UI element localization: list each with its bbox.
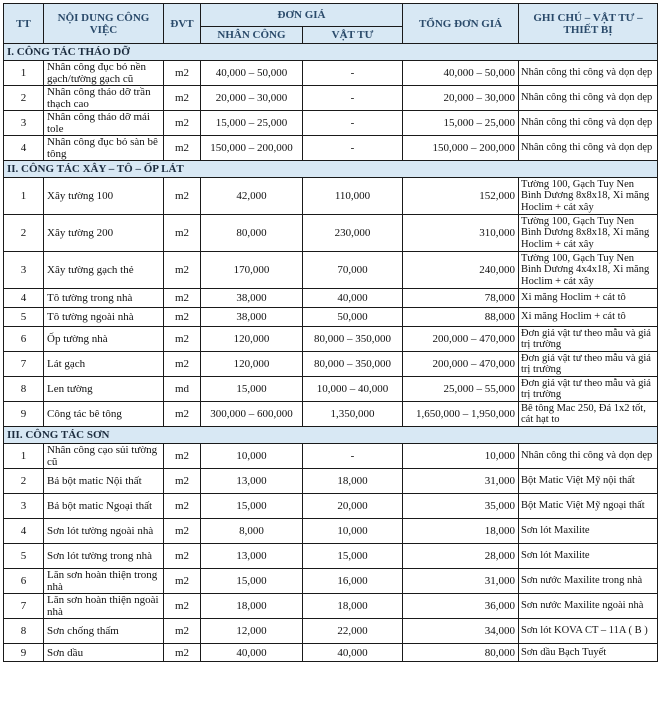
row-total-price: 200,000 – 470,000 [403, 327, 519, 352]
row-number: 7 [4, 594, 44, 619]
table-row [4, 644, 658, 662]
table-header [4, 4, 658, 44]
row-total-price: 80,000 [403, 644, 519, 662]
row-unit: m2 [164, 494, 201, 519]
row-labor-price: 20,000 – 30,000 [201, 86, 303, 111]
row-number: 3 [4, 252, 44, 289]
row-labor-price: 15,000 [201, 569, 303, 594]
row-labor-price: 170,000 [201, 252, 303, 289]
table-row [4, 111, 658, 136]
row-number: 2 [4, 215, 44, 252]
row-labor-price: 10,000 [201, 444, 303, 469]
row-unit: m2 [164, 352, 201, 377]
table-row [4, 402, 658, 427]
row-content: Ốp tường nhà [44, 327, 164, 352]
price-table [3, 3, 658, 662]
row-total-price: 28,000 [403, 544, 519, 569]
row-total-price: 31,000 [403, 469, 519, 494]
row-unit: m2 [164, 444, 201, 469]
row-content: Lát gạch [44, 352, 164, 377]
row-number: 2 [4, 86, 44, 111]
row-note: Đơn giá vật tư theo mẫu và giá trị trường [519, 327, 658, 352]
row-note: Sơn lót Maxilite [519, 519, 658, 544]
row-content: Xây tường 200 [44, 215, 164, 252]
row-number: 4 [4, 519, 44, 544]
row-total-price: 200,000 – 470,000 [403, 352, 519, 377]
table-row [4, 86, 658, 111]
row-material-price: 20,000 [303, 494, 403, 519]
row-note: Tường 100, Gạch Tuy Nen Bình Dương 4x4x18, Xi măng Hoclim + cát xây [519, 252, 658, 289]
row-note: Bê tông Mac 250, Đá 1x2 tốt, cát hạt to [519, 402, 658, 427]
row-labor-price: 40,000 [201, 644, 303, 662]
row-labor-price: 120,000 [201, 327, 303, 352]
header-labor: NHÂN CÔNG [201, 27, 303, 44]
row-labor-price: 300,000 – 600,000 [201, 402, 303, 427]
row-unit: m2 [164, 544, 201, 569]
row-note: Tường 100, Gạch Tuy Nen Bình Dương 8x8x18, Xi măng Hoclim + cát xây [519, 215, 658, 252]
row-total-price: 78,000 [403, 289, 519, 308]
row-note: Sơn lót Maxilite [519, 544, 658, 569]
row-labor-price: 42,000 [201, 178, 303, 215]
row-material-price: - [303, 86, 403, 111]
row-material-price: 80,000 – 350,000 [303, 352, 403, 377]
table-row [4, 619, 658, 644]
row-total-price: 20,000 – 30,000 [403, 86, 519, 111]
row-material-price: 80,000 – 350,000 [303, 327, 403, 352]
row-unit: md [164, 377, 201, 402]
row-content: Xây tường 100 [44, 178, 164, 215]
row-material-price: 40,000 [303, 644, 403, 662]
header-material: VẬT TƯ [303, 27, 403, 44]
row-labor-price: 15,000 – 25,000 [201, 111, 303, 136]
row-unit: m2 [164, 594, 201, 619]
row-material-price: 15,000 [303, 544, 403, 569]
row-total-price: 18,000 [403, 519, 519, 544]
row-unit: m2 [164, 308, 201, 327]
row-total-price: 152,000 [403, 178, 519, 215]
row-content: Bả bột matic Ngoại thất [44, 494, 164, 519]
row-total-price: 34,000 [403, 619, 519, 644]
row-total-price: 40,000 – 50,000 [403, 61, 519, 86]
row-material-price: 16,000 [303, 569, 403, 594]
header-content: NỘI DUNG CÔNG VIỆC [44, 4, 164, 44]
row-labor-price: 40,000 – 50,000 [201, 61, 303, 86]
row-unit: m2 [164, 469, 201, 494]
row-labor-price: 13,000 [201, 469, 303, 494]
header-tt: TT [4, 4, 44, 44]
row-unit: m2 [164, 569, 201, 594]
row-note: Nhân công thi công và dọn dẹp [519, 86, 658, 111]
row-unit: m2 [164, 289, 201, 308]
row-content: Nhân công đục bỏ nền gạch/tường gạch cũ [44, 61, 164, 86]
row-number: 8 [4, 619, 44, 644]
row-material-price: 230,000 [303, 215, 403, 252]
row-note: Tường 100, Gạch Tuy Nen Bình Dương 8x8x18, Xi măng Hoclim + cát xây [519, 178, 658, 215]
row-labor-price: 15,000 [201, 494, 303, 519]
section-header [4, 427, 658, 444]
row-content: Nhân công đục bỏ sàn bê tông [44, 136, 164, 161]
row-content: Nhân công tháo dỡ trần thạch cao [44, 86, 164, 111]
row-total-price: 10,000 [403, 444, 519, 469]
row-total-price: 88,000 [403, 308, 519, 327]
table-row [4, 215, 658, 252]
row-note: Sơn nước Maxilite ngoài nhà [519, 594, 658, 619]
table-row [4, 494, 658, 519]
table-row [4, 569, 658, 594]
section-header [4, 161, 658, 178]
table-row [4, 289, 658, 308]
row-number: 9 [4, 644, 44, 662]
row-number: 4 [4, 289, 44, 308]
row-content: Xây tường gạch thẻ [44, 252, 164, 289]
header-unit: ĐVT [164, 4, 201, 44]
row-material-price: 1,350,000 [303, 402, 403, 427]
row-content: Sơn dầu [44, 644, 164, 662]
row-content: Công tác bê tông [44, 402, 164, 427]
row-note: Bột Matic Việt Mỹ nội thất [519, 469, 658, 494]
row-content: Sơn lót tường ngoài nhà [44, 519, 164, 544]
row-unit: m2 [164, 178, 201, 215]
row-content: Bả bột matic Nội thất [44, 469, 164, 494]
row-material-price: 18,000 [303, 594, 403, 619]
row-material-price: 10,000 – 40,000 [303, 377, 403, 402]
section-title: III. CÔNG TÁC SƠN [4, 427, 658, 444]
row-number: 9 [4, 402, 44, 427]
table-row [4, 61, 658, 86]
table-row [4, 352, 658, 377]
table-row [4, 544, 658, 569]
table-body [4, 44, 658, 662]
table-row [4, 519, 658, 544]
table-row [4, 308, 658, 327]
row-material-price: 50,000 [303, 308, 403, 327]
row-number: 5 [4, 544, 44, 569]
row-content: Nhân công tháo dỡ mái tole [44, 111, 164, 136]
row-labor-price: 150,000 – 200,000 [201, 136, 303, 161]
table-row [4, 136, 658, 161]
row-unit: m2 [164, 402, 201, 427]
header-unit-price: ĐƠN GIÁ [201, 4, 403, 27]
row-number: 7 [4, 352, 44, 377]
row-total-price: 1,650,000 – 1,950,000 [403, 402, 519, 427]
row-material-price: 22,000 [303, 619, 403, 644]
table-row [4, 178, 658, 215]
row-note: Sơn lót KOVA CT – 11A ( B ) [519, 619, 658, 644]
row-material-price: 70,000 [303, 252, 403, 289]
row-number: 5 [4, 308, 44, 327]
row-note: Xi măng Hoclim + cát tô [519, 289, 658, 308]
row-material-price: 18,000 [303, 469, 403, 494]
row-labor-price: 80,000 [201, 215, 303, 252]
row-number: 2 [4, 469, 44, 494]
row-note: Nhân công thi công và dọn dẹp [519, 61, 658, 86]
section-title: I. CÔNG TÁC THÁO DỠ [4, 44, 658, 61]
row-material-price: - [303, 111, 403, 136]
row-content: Lăn sơn hoàn thiện trong nhà [44, 569, 164, 594]
row-material-price: - [303, 136, 403, 161]
row-number: 8 [4, 377, 44, 402]
table-row [4, 594, 658, 619]
row-unit: m2 [164, 86, 201, 111]
row-content: Lăn sơn hoàn thiện ngoài nhà [44, 594, 164, 619]
row-number: 6 [4, 327, 44, 352]
row-total-price: 31,000 [403, 569, 519, 594]
row-content: Sơn lót tường trong nhà [44, 544, 164, 569]
row-total-price: 36,000 [403, 594, 519, 619]
row-labor-price: 38,000 [201, 289, 303, 308]
row-total-price: 15,000 – 25,000 [403, 111, 519, 136]
row-unit: m2 [164, 327, 201, 352]
row-labor-price: 38,000 [201, 308, 303, 327]
row-number: 1 [4, 61, 44, 86]
row-number: 3 [4, 494, 44, 519]
row-content: Nhân công cạo sủi tường cũ [44, 444, 164, 469]
section-header [4, 44, 658, 61]
row-unit: m2 [164, 215, 201, 252]
row-content: Len tường [44, 377, 164, 402]
header-total: TỔNG ĐƠN GIÁ [403, 4, 519, 44]
table-row [4, 444, 658, 469]
row-unit: m2 [164, 136, 201, 161]
row-number: 3 [4, 111, 44, 136]
row-note: Đơn giá vật tư theo mẫu và giá trị trường [519, 352, 658, 377]
row-material-price: 110,000 [303, 178, 403, 215]
row-content: Tô tường ngoài nhà [44, 308, 164, 327]
row-material-price: - [303, 444, 403, 469]
row-unit: m2 [164, 644, 201, 662]
row-total-price: 25,000 – 55,000 [403, 377, 519, 402]
row-unit: m2 [164, 252, 201, 289]
row-number: 4 [4, 136, 44, 161]
row-note: Sơn nước Maxilite trong nhà [519, 569, 658, 594]
row-note: Xi măng Hoclim + cát tô [519, 308, 658, 327]
row-labor-price: 8,000 [201, 519, 303, 544]
row-note: Nhân công thi công và dọn dẹp [519, 444, 658, 469]
row-total-price: 310,000 [403, 215, 519, 252]
row-note: Nhân công thi công và dọn dẹp [519, 136, 658, 161]
row-unit: m2 [164, 61, 201, 86]
table-row [4, 469, 658, 494]
row-total-price: 35,000 [403, 494, 519, 519]
header-note: GHI CHÚ – VẬT TƯ – THIẾT BỊ [519, 4, 658, 44]
row-material-price: 40,000 [303, 289, 403, 308]
row-note: Đơn giá vật tư theo mẫu và giá trị trường [519, 377, 658, 402]
row-material-price: - [303, 61, 403, 86]
section-title: II. CÔNG TÁC XÂY – TÔ – ỐP LÁT [4, 161, 658, 178]
row-labor-price: 120,000 [201, 352, 303, 377]
row-labor-price: 15,000 [201, 377, 303, 402]
row-unit: m2 [164, 111, 201, 136]
table-row [4, 377, 658, 402]
row-note: Bột Matic Việt Mỹ ngoại thất [519, 494, 658, 519]
table-row [4, 327, 658, 352]
row-number: 1 [4, 178, 44, 215]
row-unit: m2 [164, 619, 201, 644]
row-labor-price: 12,000 [201, 619, 303, 644]
row-number: 1 [4, 444, 44, 469]
row-number: 6 [4, 569, 44, 594]
row-note: Sơn dầu Bạch Tuyết [519, 644, 658, 662]
table-row [4, 252, 658, 289]
row-note: Nhân công thi công và dọn dẹp [519, 111, 658, 136]
row-total-price: 150,000 – 200,000 [403, 136, 519, 161]
row-content: Sơn chống thấm [44, 619, 164, 644]
row-labor-price: 13,000 [201, 544, 303, 569]
row-material-price: 10,000 [303, 519, 403, 544]
row-unit: m2 [164, 519, 201, 544]
row-labor-price: 18,000 [201, 594, 303, 619]
row-content: Tô tường trong nhà [44, 289, 164, 308]
row-total-price: 240,000 [403, 252, 519, 289]
